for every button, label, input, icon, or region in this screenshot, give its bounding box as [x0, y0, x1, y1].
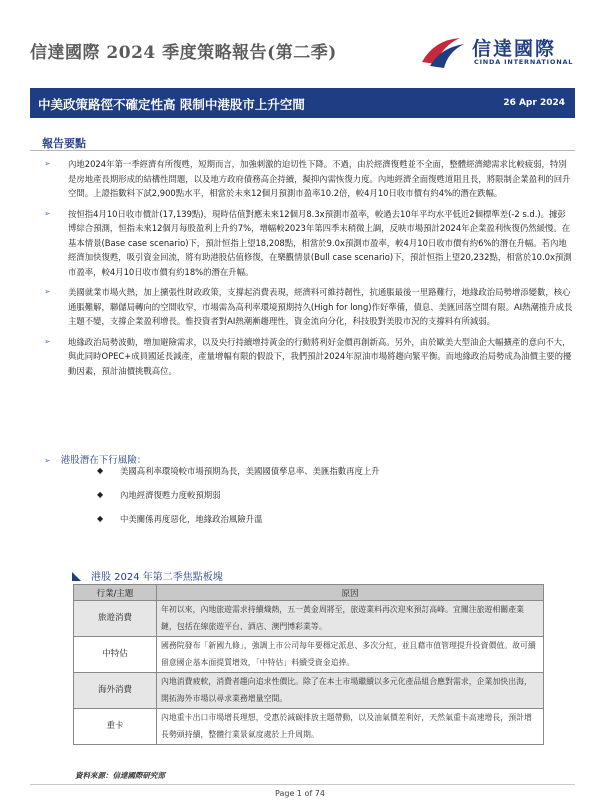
headline-title: 中美政策路徑不確定性高 限制中港股市上升空間 — [38, 97, 305, 112]
sector-category: 重卡 — [74, 709, 157, 745]
diamond-bullet-icon: ◆ — [97, 466, 104, 475]
diamond-bullet-icon: ◆ — [97, 490, 104, 499]
logo-name: 信達國際 — [472, 38, 557, 60]
table-row — [74, 709, 544, 745]
risks-list — [97, 464, 557, 536]
sector-table-heading — [72, 568, 223, 583]
summary-bullet — [44, 207, 574, 280]
arrow-bullet-icon: ➢ — [44, 208, 51, 218]
summary-heading: 報告要點 — [42, 137, 86, 150]
summary-bullet — [44, 335, 574, 379]
risk-item — [97, 464, 557, 488]
arrow-bullet-icon: ➢ — [44, 287, 51, 296]
risk-text: 美國高利率環境較市場預期為長，美國國債孳息率、美匯指數再度上升 — [120, 466, 380, 476]
bullet-text: 內地2024年第一季經濟有所復甦，短期而言，加強刺激的迫切性下降。不過，由於經濟復甦並不全面，整體經濟總需求比較疲弱，特別是房地產長期形成的結構性問題，以及地方政府債務高企持續，擬抑內需恢復力度。內地經濟全面復甦道阻且長，將限制企業盈利的回升空間。上證指數料下試2,900點水平，相當於未來12個月預測市盈率10.2倍，較4月10日收市價有約4%的潛在跌幅。 — [68, 159, 571, 198]
summary-bullet — [44, 285, 574, 329]
sector-category: 海外消費 — [74, 673, 157, 709]
logo-swoosh-icon — [420, 34, 468, 70]
source-note: 資料來源：信達國際研究部 — [75, 771, 165, 780]
arrow-bullet-icon: ➢ — [44, 159, 51, 168]
sector-reason: 國務院發布「新國九條」，強調上市公司每年要穩定派息、多次分紅，並且藉市值管理提升投資價值。故可續留意國企基本面提質增效，「中特估」料續受資金追捧。 — [157, 637, 544, 673]
column-header-category: 行業/主題 — [74, 585, 157, 601]
report-date: 26 Apr 2024 — [503, 98, 565, 108]
sector-table — [73, 584, 544, 745]
risk-text: 內地經濟復甦力度較預期弱 — [120, 490, 221, 500]
triangle-marker-icon — [72, 572, 81, 581]
sector-category: 旅遊消費 — [74, 601, 157, 637]
diamond-bullet-icon: ◆ — [97, 514, 104, 523]
table-row — [74, 601, 544, 637]
bullet-text: 地緣政治局勢波動，增加避險需求，以及央行持續增持黃金的行動將利好金價再創新高。另外，由於歐美大型油企大幅擴產的意向不大，與此同時OPEC+成員國延長減產，產量增幅有限的假設下，我們預計2024年原油市場將趨向緊平衡。而地緣政治局勢成為油價主要的擾動因素，預計油價挑戰高位。 — [68, 336, 572, 376]
summary-divider — [30, 150, 575, 151]
footer-divider — [30, 784, 575, 785]
sector-reason: 內地重卡出口市場增長理想，受惠於減碳排放主題帶動，以及油氣價差利好，天然氣重卡高速增長，預計增長勢頭持續，整體行業景氣度處於上升周期。 — [157, 709, 544, 745]
arrow-bullet-icon: ➢ — [44, 456, 51, 465]
bullet-text: 按恒指4月10日收市價計(17,139點)，現時估值對應未來12個月8.3x預測市盈率，較過去10年平均水平低近2個標準差(-2 s.d.)。據彭博綜合預測，恒指未來12個月每股盈利上升約7%，增幅較2023年第四季末稍微上調，反映市場預計2024年企業盈利恢復仍然緩慢。在基本情景(Base case scenario)下，預計恒指上望18,208點，相當於9.0x預測市盈率，較4月10日收市價有約6%的潛在升幅。若內地經濟加快復甦，吸引資金回流，將有助港股估值修復，在樂觀情景(Bull case scenario)下，預計恒指上望20,232點，相當於10.0x預測市盈率，較4月10日收市價有約18%的潛在升幅。 — [68, 208, 572, 277]
sector-reason: 內地消費疲軟，消費者趨向追求性價比。除了在本土市場繼續以多元化產品組合應對需求，企業加快出海，開拓海外市場以尋求業務增量空間。 — [157, 673, 544, 709]
risk-item — [97, 488, 557, 512]
bullet-text: 美國就業市場火熱，加上擴張性財政政策，支撐起消費表現，經濟料可維持韌性，抗通脹最後一里路難行，地緣政治局勢增添變數，核心通脹難解，聯儲局轉向的空間收窄，市場需為高利率環境預期持久(High for long)作好準備，債息、美匯回落空間有限。AI熱潮推升成長主題不變，支撐企業盈利增長。惟投資者對AI熱潮漸趨理性，資金流向分化，科技股對美股市況的支撐料有所減弱。 — [68, 287, 573, 326]
table-row — [74, 673, 544, 709]
page-number: Page 1 of 74 — [275, 789, 325, 798]
report-title: 信達國際 2024 季度策略報告(第二季) — [30, 43, 337, 63]
arrow-bullet-icon: ➢ — [44, 336, 51, 346]
company-logo — [420, 34, 580, 74]
headline-banner — [30, 88, 575, 118]
risks-heading-text: 港股潛在下行風險： — [60, 455, 147, 466]
column-header-reason: 原因 — [157, 585, 544, 601]
logo-subtitle: CINDA INTERNATIONAL — [474, 58, 574, 66]
risk-item — [97, 512, 557, 536]
summary-bullets — [44, 157, 574, 384]
summary-bullet — [44, 157, 574, 201]
table-row — [74, 637, 544, 673]
risk-text: 中美關係再度惡化，地緣政治風險升溫 — [120, 514, 263, 524]
sector-table-title: 港股 2024 年第二季焦點板塊 — [91, 572, 223, 583]
sector-reason: 年初以來，內地旅遊需求持續熾熱，五一黃金周將至，旅遊業料再次迎來預訂高峰。宜關注旅遊相關產業鏈，包括在線旅遊平台、酒店、澳門博彩業等。 — [157, 601, 544, 637]
sector-category: 中特估 — [74, 637, 157, 673]
table-header-row — [74, 585, 544, 601]
